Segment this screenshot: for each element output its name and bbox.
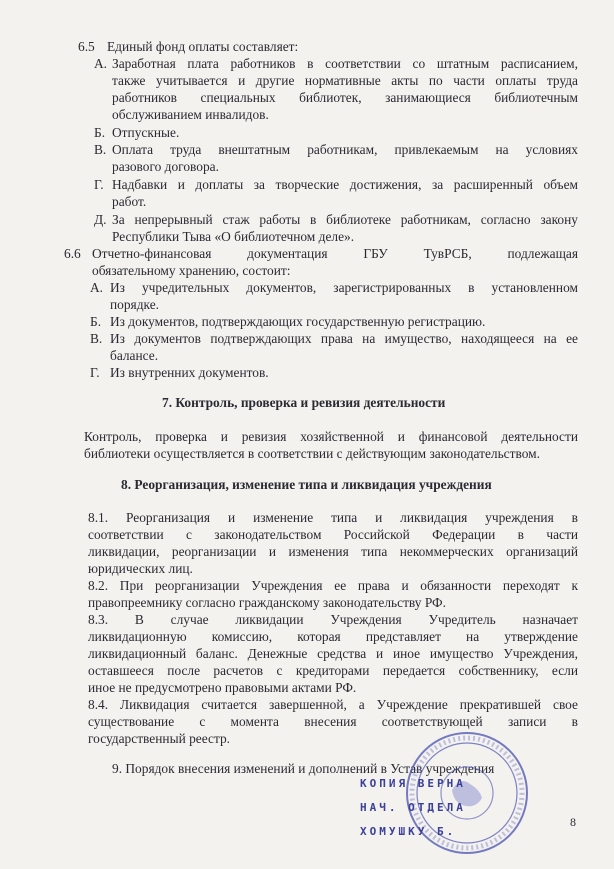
paragraph-line: 8.4. Ликвидация считается завершенной, а Учреждение прекратившей свое xyxy=(88,697,578,712)
paragraph-line: ликвидационный баланс. Денежные средства и иное имущество Учреждения, xyxy=(88,646,578,661)
list-item-line: порядке. xyxy=(110,297,159,312)
list-item-line: За непрерывный стаж работы в библиотеке работникам, согласно закону xyxy=(112,212,578,227)
paragraph-line: правопреемнику согласно гражданскому законодательству РФ. xyxy=(88,595,446,610)
list-item-line: работников специальных библиотек, занимающиеся библиотечным xyxy=(112,90,578,105)
section-heading: 7. Контроль, проверка и ревизия деятельности xyxy=(162,395,446,410)
list-marker: А. xyxy=(94,56,108,71)
list-item-line: разового договора. xyxy=(112,159,219,174)
list-marker: Г. xyxy=(90,365,100,380)
paragraph-line: обязательному хранению, состоит: xyxy=(92,263,291,278)
list-marker: В. xyxy=(94,142,107,157)
section-title: Единый фонд оплаты составляет: xyxy=(107,39,299,54)
section-number: 6.6 xyxy=(64,246,81,261)
paragraph-line: существование с момента внесения соответствующей записи в xyxy=(88,714,578,729)
stamp-line: НАЧ. ОТДЕЛА xyxy=(360,801,466,814)
list-marker: Г. xyxy=(94,177,104,192)
list-item-line: Из учредительных документов, зарегистрированных в установленном xyxy=(110,280,578,295)
list-marker: Б. xyxy=(94,125,106,140)
paragraph-line: 8.2. При реорганизации Учреждения ее права и обязанности переходят к xyxy=(88,578,578,593)
paragraph-line: оставшееся после расчетов с кредиторами передается собственнику, если xyxy=(88,663,578,678)
list-item-line: Из документов, подтверждающих государственную регистрацию. xyxy=(110,314,486,329)
page-number: 8 xyxy=(570,815,576,829)
list-item-line: Из документов подтверждающих права на имущество, находящееся на ее xyxy=(110,331,578,346)
section-heading: 9. Порядок внесения изменений и дополнений в Устав учреждения xyxy=(112,761,495,776)
paragraph-line: Контроль, проверка и ревизия хозяйственной и финансовой деятельности xyxy=(84,429,578,444)
paragraph-line: ликвидационную комиссию, которая представляет на утверждение xyxy=(88,629,578,644)
list-item-line: Республики Тыва «О библиотечном деле». xyxy=(112,229,355,244)
paragraph-line: Отчетно-финансовая документация ГБУ ТувРСБ, подлежащая xyxy=(92,246,578,261)
list-marker: А. xyxy=(90,280,104,295)
paragraph-line: государственный реестр. xyxy=(88,731,231,746)
list-item-line: Отпускные. xyxy=(112,125,180,140)
list-item-line: работ. xyxy=(112,194,147,209)
list-item-line: Оплата труда внештатным работникам, привлекаемым на условиях xyxy=(112,142,578,157)
list-marker: Д. xyxy=(94,212,107,227)
list-item-line: Заработная плата работников в соответствии со штатным расписанием, xyxy=(112,56,578,71)
paragraph-line: 8.3. В случае ликвидации Учреждения Учредитель назначает xyxy=(88,612,578,627)
list-marker: В. xyxy=(90,331,103,346)
paragraph-line: ликвидации, реорганизации и изменения типа некоммерческих организаций xyxy=(88,544,578,559)
stamp-line: КОПИЯ ВЕРНА xyxy=(360,777,466,790)
list-marker: Б. xyxy=(90,314,102,329)
list-item-line: также учитывается и другие нормативные акты по части оплаты труда xyxy=(112,73,578,88)
list-item-line: Из внутренних документов. xyxy=(110,365,269,380)
paragraph-line: соответствии с законодательством Российской Федерации в части xyxy=(88,527,578,542)
section-number: 6.5 xyxy=(78,39,95,54)
paragraph-line: иное не предусмотрено правовыми актами РФ. xyxy=(88,680,357,695)
list-item-line: Надбавки и доплаты за творческие достижения, за расширенный объем xyxy=(112,177,578,192)
section-heading: 8. Реорганизация, изменение типа и ликвидация учреждения xyxy=(121,477,492,492)
round-seal-stamp xyxy=(402,728,532,858)
stamp-line: ХОМУШКУ Б. xyxy=(360,825,457,838)
list-item-line: обслуживанием инвалидов. xyxy=(112,107,269,122)
list-item-line: балансе. xyxy=(110,348,159,363)
paragraph-line: юридических лиц. xyxy=(88,561,193,576)
paragraph-line: библиотеки осуществляется в соответствии с действующим законодательством. xyxy=(84,446,540,461)
paragraph-line: 8.1. Реорганизация и изменение типа и ликвидация учреждения в xyxy=(88,510,578,525)
